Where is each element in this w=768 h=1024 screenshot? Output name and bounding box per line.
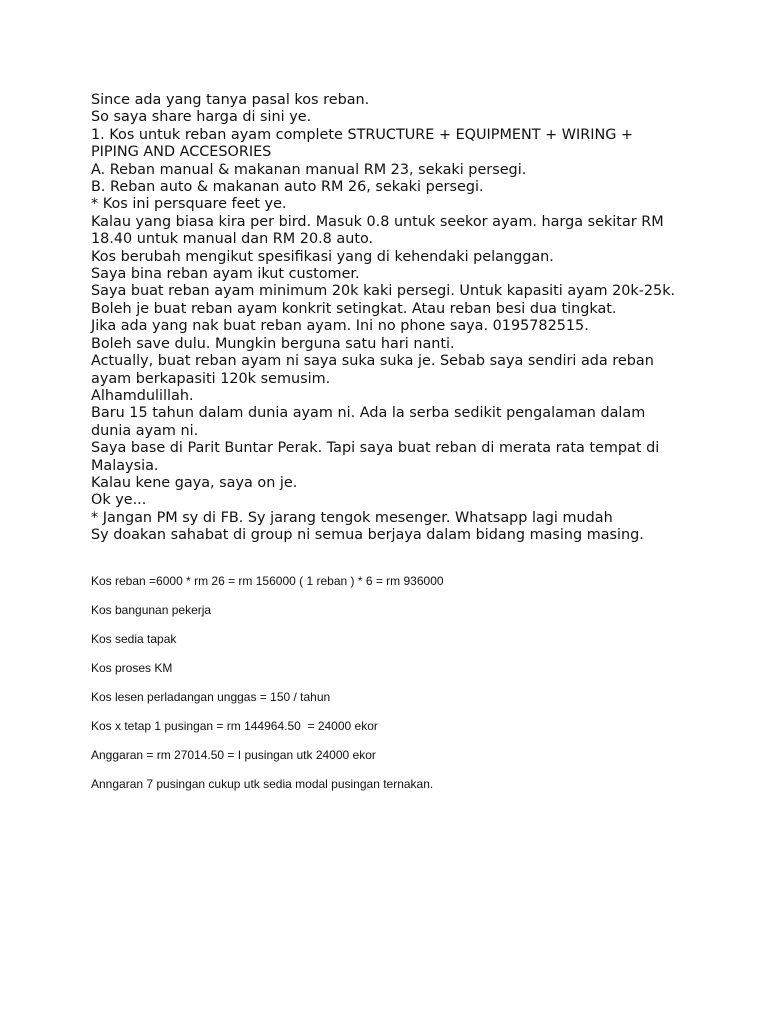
post-line: Saya bina reban ayam ikut customer. bbox=[91, 266, 360, 283]
post-text-block bbox=[91, 92, 691, 545]
post-line: 18.40 untuk manual dan RM 20.8 auto. bbox=[91, 231, 374, 248]
post-line: PIPING AND ACCESORIES bbox=[91, 144, 272, 161]
cost-note: Kos reban =6000 * rm 26 = rm 156000 ( 1 reban ) * 6 = rm 936000 bbox=[91, 574, 444, 588]
post-line: Saya buat reban ayam minimum 20k kaki persegi. Untuk kapasiti ayam 20k-25k. bbox=[91, 283, 676, 300]
post-line: Kos berubah mengikut spesifikasi yang di kehendaki pelanggan. bbox=[91, 248, 554, 265]
post-line: * Jangan PM sy di FB. Sy jarang tengok mesenger. Whatsapp lagi mudah bbox=[91, 509, 613, 526]
post-line: A. Reban manual & makanan manual RM 23, sekaki persegi. bbox=[91, 161, 527, 178]
post-line: Kalau kene gaya, saya on je. bbox=[91, 474, 298, 491]
post-line: Baru 15 tahun dalam dunia ayam ni. Ada la serba sedikit pengalaman dalam bbox=[91, 405, 646, 422]
post-line: Ok ye... bbox=[91, 492, 147, 509]
post-line: Boleh je buat reban ayam konkrit setingkat. Atau reban besi dua tingkat. bbox=[91, 300, 617, 317]
cost-note: Kos proses KM bbox=[91, 661, 173, 675]
cost-note: Anngaran 7 pusingan cukup utk sedia modal pusingan ternakan. bbox=[91, 777, 434, 791]
cost-note: Kos lesen perladangan unggas = 150 / tahun bbox=[91, 690, 331, 704]
cost-note: Kos bangunan pekerja bbox=[91, 603, 212, 617]
post-line: Kalau yang biasa kira per bird. Masuk 0.8 untuk seekor ayam. harga sekitar RM bbox=[91, 213, 664, 230]
post-line: Malaysia. bbox=[91, 457, 159, 474]
post-line: dunia ayam ni. bbox=[91, 422, 199, 439]
post-line: Saya base di Parit Buntar Perak. Tapi saya buat reban di merata rata tempat di bbox=[91, 440, 660, 457]
cost-note: Kos x tetap 1 pusingan = rm 144964.50 = 24000 ekor bbox=[91, 719, 378, 733]
post-line: Boleh save dulu. Mungkin berguna satu hari nanti. bbox=[91, 335, 455, 352]
cost-note: Kos sedia tapak bbox=[91, 632, 177, 646]
post-line: Alhamdulillah. bbox=[91, 387, 194, 404]
post-line: So saya share harga di sini ye. bbox=[91, 109, 312, 126]
post-line: Jika ada yang nak buat reban ayam. Ini no phone saya. 0195782515. bbox=[91, 318, 589, 335]
post-line: * Kos ini persquare feet ye. bbox=[91, 196, 287, 213]
post-line: B. Reban auto & makanan auto RM 26, sekaki persegi. bbox=[91, 179, 484, 196]
post-line: Sy doakan sahabat di group ni semua berjaya dalam bidang masing masing. bbox=[91, 527, 644, 544]
cost-note: Anggaran = rm 27014.50 = I pusingan utk 24000 ekor bbox=[91, 748, 376, 762]
post-line: 1. Kos untuk reban ayam complete STRUCTURE + EQUIPMENT + WIRING + bbox=[91, 126, 633, 143]
post-line: ayam berkapasiti 120k semusim. bbox=[91, 370, 331, 387]
post-line: Actually, buat reban ayam ni saya suka suka je. Sebab saya sendiri ada reban bbox=[91, 353, 654, 370]
cost-notes-block bbox=[91, 574, 691, 806]
post-line: Since ada yang tanya pasal kos reban. bbox=[91, 92, 370, 108]
